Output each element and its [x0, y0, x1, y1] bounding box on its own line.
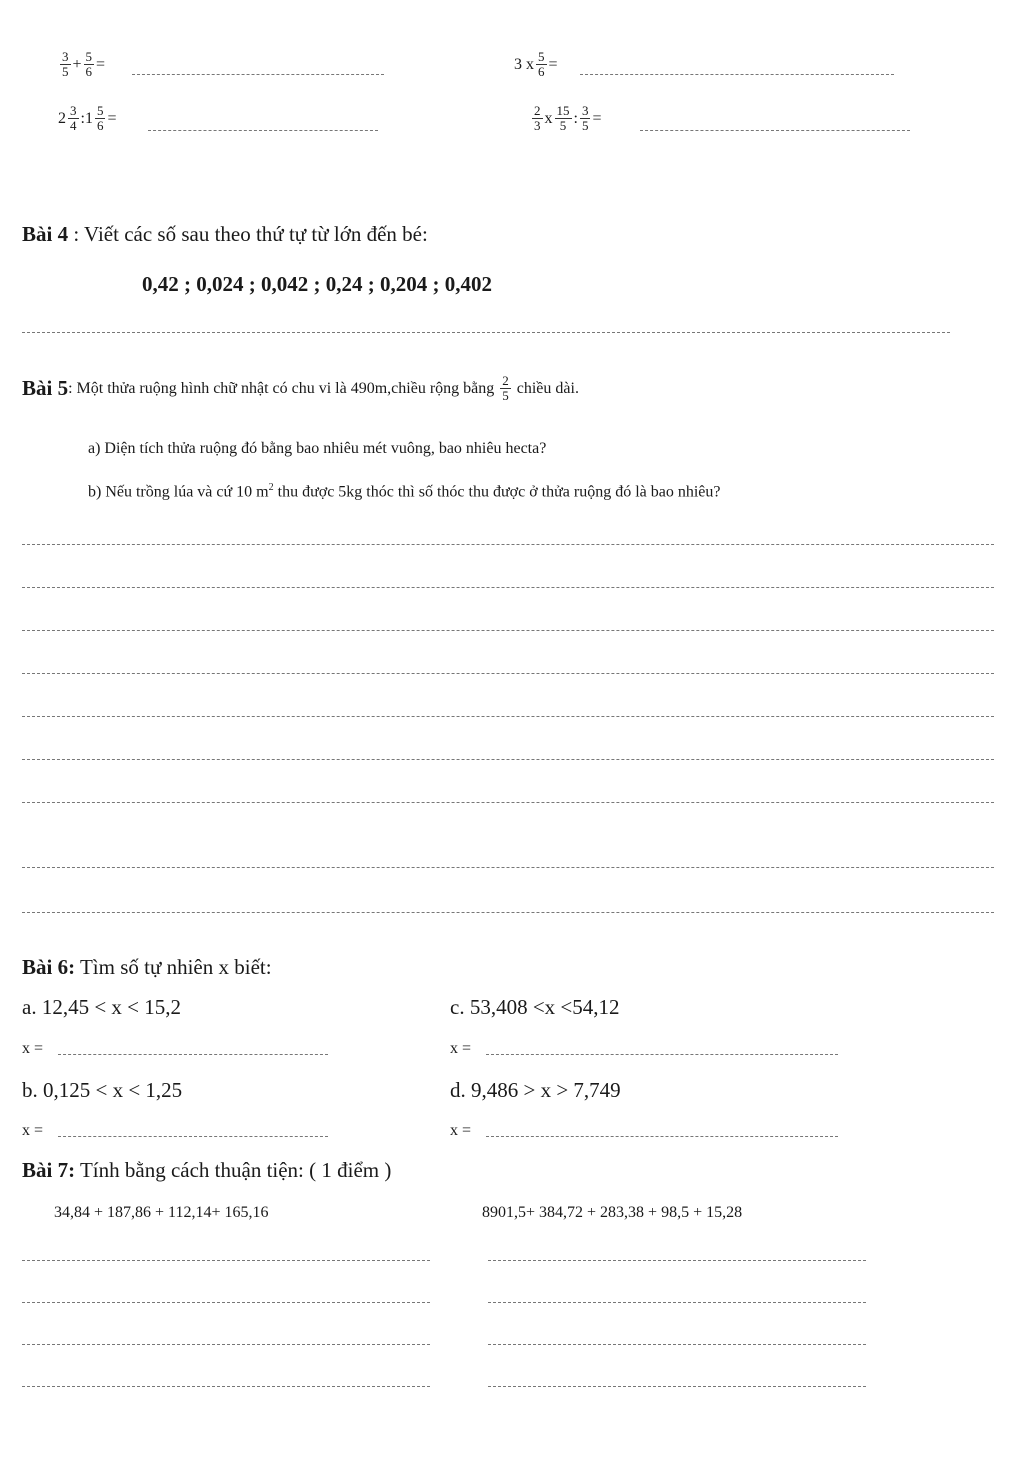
fraction: $\frac{3}{5}$ [581, 103, 589, 133]
x-label: x = [22, 1040, 44, 1057]
bai7-expression-right: 8901,5+ 384,72 + 283,38 + 98,5 + 15,28 [482, 1204, 743, 1221]
answer-line [22, 587, 994, 588]
answer-line [58, 1054, 328, 1055]
x-label: x = [22, 1122, 44, 1139]
bai7-heading: Bài 7: Tính bằng cách thuận tiện: ( 1 điểm ) [22, 1158, 392, 1182]
answer-line [580, 74, 894, 75]
answer-line [22, 1260, 430, 1261]
fraction: $\frac{5}{6}$ [538, 49, 545, 79]
answer-line [640, 130, 910, 131]
answer-line [22, 1386, 430, 1387]
answer-line [488, 1386, 866, 1387]
answer-line [22, 630, 994, 631]
bai6-item-c: c. 53,408 <x <54,12 [450, 995, 620, 1019]
answer-line [22, 332, 950, 333]
x-label: x = [450, 1122, 472, 1139]
answer-line [148, 130, 378, 131]
fraction: $\frac{2}{5}$ [502, 373, 509, 403]
fraction: $\frac{15}{5}$ [556, 103, 570, 133]
expression-4: $\frac{2}{3}$ x $\frac{15}{5}$ : $\frac{3}{5}$ = [534, 103, 602, 133]
answer-line [486, 1054, 838, 1055]
expression-3: 2 $\frac{3}{4}$ : 1 $\frac{5}{6}$ = [58, 103, 117, 133]
answer-line [488, 1344, 866, 1345]
x-label: x = [450, 1040, 472, 1057]
answer-line [22, 1344, 430, 1345]
fraction: $\frac{2}{3}$ [534, 103, 541, 133]
answer-line [22, 673, 994, 674]
fraction: $\frac{3}{4}$ [70, 103, 77, 133]
bai6-item-d: d. 9,486 > x > 7,749 [450, 1078, 621, 1102]
bai5-heading: Bài 5 : Một thửa ruộng hình chữ nhật có chu vi là 490m,chiều rộng bằng $\frac{2}{5}$ chiều dài. [22, 373, 579, 403]
answer-line [58, 1136, 328, 1137]
bai4-numbers: 0,42 ; 0,024 ; 0,042 ; 0,24 ; 0,204 ; 0,402 [142, 272, 492, 296]
fraction: $\frac{3}{5}$ [62, 49, 69, 79]
bai6-item-a: a. 12,45 < x < 15,2 [22, 995, 182, 1019]
answer-line [486, 1136, 838, 1137]
bai6-item-b: b. 0,125 < x < 1,25 [22, 1078, 183, 1102]
expression-1: $\frac{3}{5}$ + $\frac{5}{6}$ = [62, 49, 106, 79]
answer-line [488, 1302, 866, 1303]
bai5-question-a: a) Diện tích thửa ruộng đó bằng bao nhiêu mét vuông, bao nhiêu hecta? [88, 440, 547, 457]
answer-line [22, 912, 994, 913]
bai7-expression-left: 34,84 + 187,86 + 112,14+ 165,16 [54, 1204, 269, 1221]
bai5-question-b: b) Nếu trồng lúa và cứ 10 $m^2$ thu được 5kg thóc thì số thóc thu được ở thửa ruộng đó là bao nhiêu? [88, 482, 721, 501]
answer-line [488, 1260, 866, 1261]
fraction: $\frac{5}{6}$ [85, 49, 93, 79]
bai6-heading: Bài 6: Tìm số tự nhiên x biết: [22, 955, 272, 979]
answer-line [132, 74, 384, 75]
answer-line [22, 802, 994, 803]
fraction: $\frac{5}{6}$ [96, 103, 104, 133]
answer-line [22, 716, 994, 717]
expression-2: 3 x $\frac{5}{6}$ = [514, 49, 558, 79]
answer-line [22, 759, 994, 760]
answer-line [22, 867, 994, 868]
answer-line [22, 1302, 430, 1303]
bai4-heading: Bài 4 : Viết các số sau theo thứ tự từ lớn đến bé: [22, 222, 428, 246]
answer-line [22, 544, 994, 545]
